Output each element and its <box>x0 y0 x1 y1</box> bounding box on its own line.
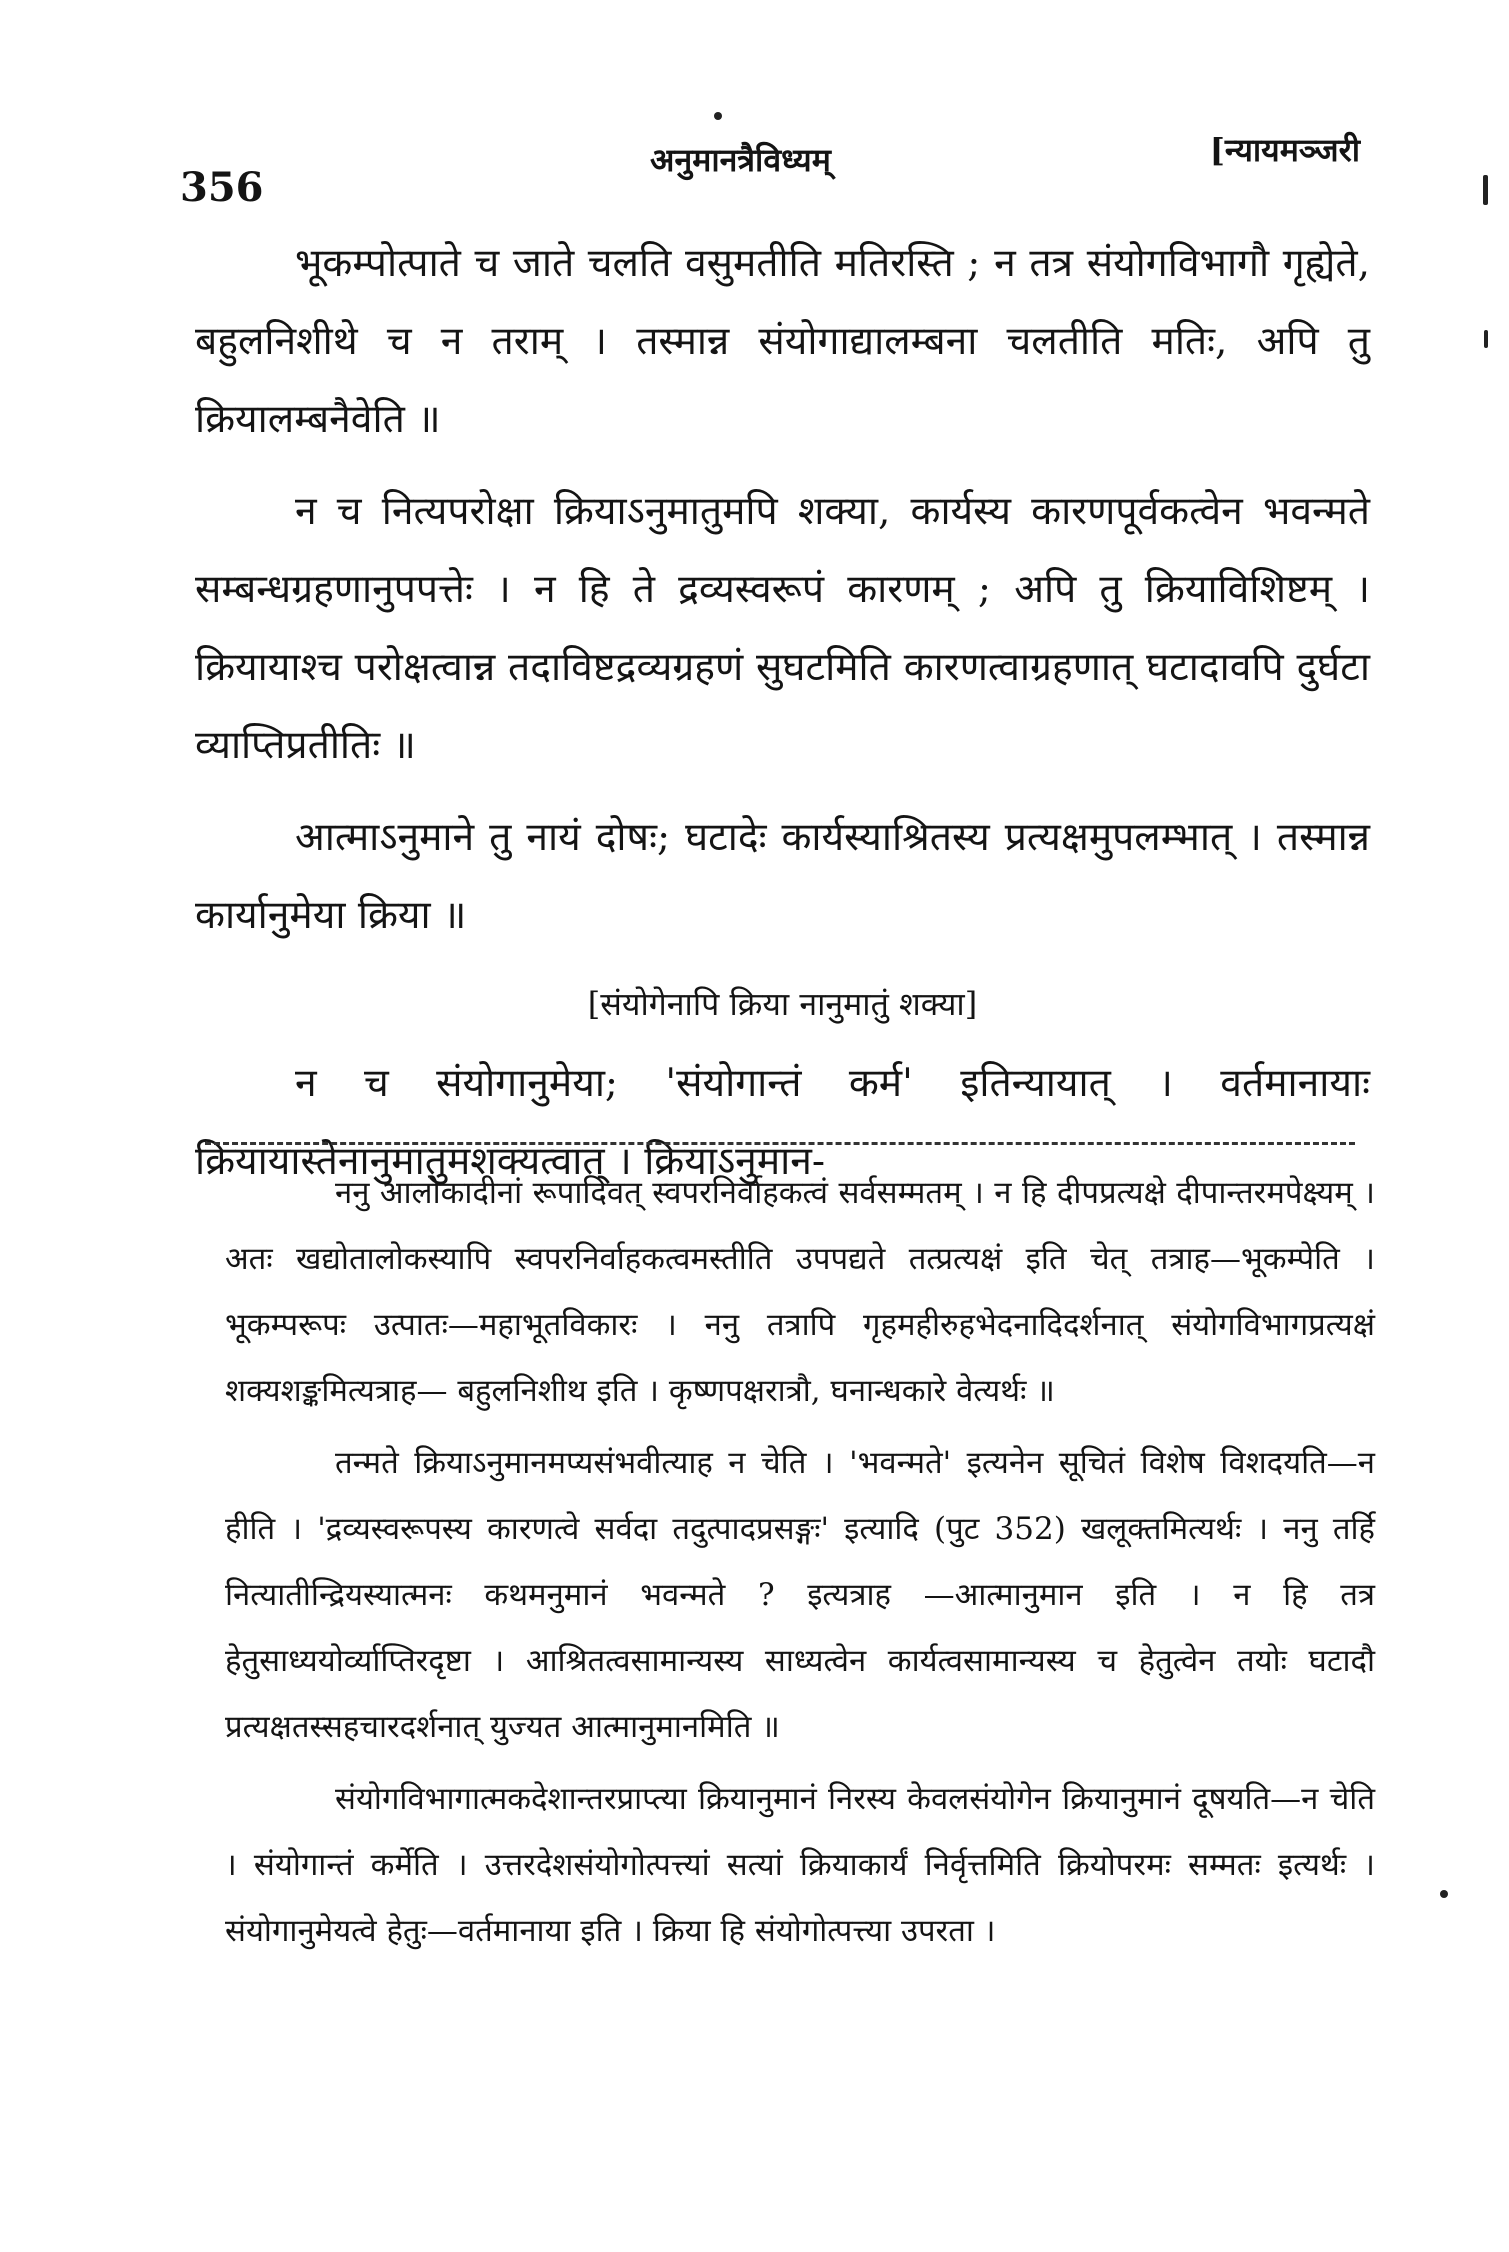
footnote-divider <box>205 1142 1355 1145</box>
commentary-paragraph-1: ननु आलोकादीनां रूपादिवत् स्वपरनिर्वाहकत्वं सर्वसम्मतम् । न हि दीपप्रत्यक्षे दीपान्तरमपेक्ष्यम् । अतः खद्योतालोकस्यापि स्वपरनिर्वाहकत्वमस्तीति उपपद्यते तत्प्रत्यक्षं इति चेत् तत्राह—भूकम्पेति । भूकम्परूपः उत्पातः—महाभूतविकारः । ननु तत्रापि गृहमहीरुहभेदनादिदर्शनात् संयोगविभागप्रत्यक्षं शक्यशङ्कमित्यत्राह— बहुलनिशीथ इति । कृष्णपक्षरात्रौ, घनान्धकारे वेत्यर्थः ॥ <box>225 1175 1375 1409</box>
page-header <box>180 120 1360 211</box>
scan-speck <box>1483 175 1488 205</box>
main-text <box>195 225 1370 1215</box>
commentary-paragraph-3: संयोगविभागात्मकदेशान्तरप्राप्त्या क्रियानुमानं निरस्य केवलसंयोगेन क्रियानुमानं दूषयति—न चेति । संयोगान्तं कर्मेति । उत्तरदेशसंयोगोत्पत्त्यां सत्यां क्रियाकार्यं निर्वृत्तमिति क्रियोपरमः सम्मतः इत्यर्थः । संयोगानुमेयत्वे हेतुः—वर्तमानाया इति । क्रिया हि संयोगोत्पत्त्या उपरता । <box>225 1781 1375 1949</box>
main-paragraph-4: न च संयोगानुमेया; 'संयोगान्तं कर्म' इतिन्यायात् । वर्तमानायाः क्रियायास्तेनानुमातुमशक्यत्वात् । क्रियाऽनुमान- <box>195 1061 1370 1184</box>
page-number: 356 <box>180 164 264 211</box>
scan-speck <box>714 112 722 120</box>
scan-speck <box>1484 330 1488 348</box>
commentary-text <box>225 1160 1375 1970</box>
main-paragraph-2: न च नित्यपरोक्षा क्रियाऽनुमातुमपि शक्या, कार्यस्य कारणपूर्वकत्वेन भवन्मते सम्बन्धग्रहणानुपपत्तेः । न हि ते द्रव्यस्वरूपं कारणम् ; अपि तु क्रियाविशिष्टम् । क्रियायाश्च परोक्षत्वान्न तदाविष्टद्रव्यग्रहणं सुघटमिति कारणत्वाग्रहणात् घटादावपि दुर्घटा व्याप्तिप्रतीतिः ॥ <box>195 489 1370 768</box>
scan-speck <box>1440 1890 1448 1898</box>
commentary-paragraph-2: तन्मते क्रियाऽनुमानमप्यसंभवीत्याह न चेति । 'भवन्मते' इत्यनेन सूचितं विशेष विशदयति—न हीति । 'द्रव्यस्वरूपस्य कारणत्वे सर्वदा तदुत्पादप्रसङ्गः' इत्यादि (पुट 352) खलूक्तमित्यर्थः । ननु तर्हि नित्यातीन्द्रियस्यात्मनः कथमनुमानं भवन्मते ? इत्यत्राह —आत्मानुमान इति । न हि तत्र हेतुसाध्ययोर्व्याप्तिरदृष्टा । आश्रितत्वसामान्यस्य साध्यत्वेन कार्यत्वसामान्यस्य च हेतुत्वेन तयोः घटादौ प्रत्यक्षतस्सहचारदर्शनात् युज्यत आत्मानुमानमिति ॥ <box>225 1445 1375 1745</box>
section-reference: [न्यायमञ्जरी <box>1209 131 1360 169</box>
section-subheading: [संयोगेनापि क्रिया नानुमातुं शक्या] <box>587 985 978 1023</box>
main-paragraph-3: आत्माऽनुमाने तु नायं दोषः; घटादेः कार्यस्याश्रितस्य प्रत्यक्षमुपलम्भात् । तस्मान्न कार्यानुमेया क्रिया ॥ <box>195 815 1370 938</box>
main-paragraph-1: भूकम्पोत्पाते च जाते चलति वसुमतीति मतिरस्ति ; न तत्र संयोगविभागौ गृह्येते, बहुलनिशीथे च न तराम् । तस्मान्न संयोगाद्यालम्बना चलतीति मतिः, अपि तु क्रियालम्बनैवेति ॥ <box>195 241 1370 442</box>
running-title: अनुमानत्रैविध्यम् <box>650 141 831 179</box>
